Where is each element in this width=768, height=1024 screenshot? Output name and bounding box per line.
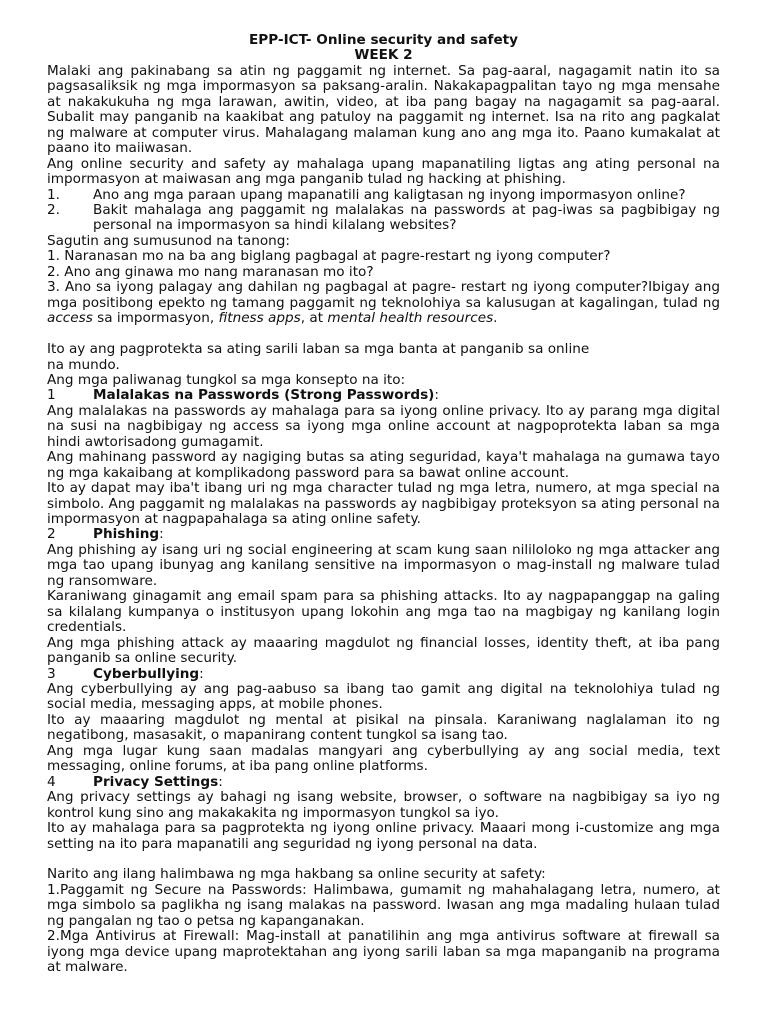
section-title: Privacy Settings	[93, 773, 219, 790]
q3-text-start: 3. Ano sa iyong palagay ang dahilan ng pagbagal at pagre- restart ng iyong computer?Ibigay ang mga positibong epekto ng tamang paggamit ng teknolohiya sa kalusugan at kagalingan, tulad ng	[47, 279, 720, 311]
section-heading: 3 Cyberbullying:	[47, 665, 204, 682]
q3-emphasis-mental-health: mental health resources	[327, 310, 494, 327]
question-item	[47, 203, 720, 234]
document-page	[47, 33, 720, 976]
spacer	[47, 852, 720, 867]
section-paragraph: Ang malalakas na passwords ay mahalaga para sa iyong online privacy. Ito ay parang mga digital na susi na nagbibigay ng access sa iyong mga online account at nagpoprotekta laban sa mga hindi awtorisadong gumagamit.	[47, 402, 720, 450]
section-number: 2	[47, 526, 56, 543]
section-number: 1	[47, 387, 56, 404]
section-paragraph: Ang mga lugar kung saan madalas mangyari ang cyberbullying ay ang social media, text messaging, online forums, at iba pang online platforms.	[47, 742, 720, 775]
spacer	[47, 327, 720, 342]
steps-intro: Narito ang ilang halimbawa ng mga hakbang sa online security at safety:	[47, 866, 546, 883]
section-paragraph: Ang phishing ay isang uri ng social engineering at scam kung saan nililoloko ng mga attacker ang mga tao upang ibunyag ang kanilang sensitive na impormasyon o mag-install ng malware tulad ng ransomware.	[47, 541, 720, 589]
definition-line: Ito ay ang pagprotekta sa ating sarili laban sa mga banta at panganib sa online	[47, 341, 590, 358]
section-title: Malalakas na Passwords (Strong Passwords)	[93, 387, 435, 404]
q3-text-mid: sa impormasyon,	[92, 310, 219, 327]
intro-paragraph: Malaki ang pakinabang sa atin ng paggamit ng internet. Sa pag-aaral, nagagamit natin ito sa pagsasaliksik ng mga impormasyon sa paksang-aralin. Nakakapagpalitan tayo ng mga mensahe at nakakukuha ng mga larawan, awitin, video, at iba pang bagay na nagagamit sa pag-aaral. Subalit may panganib na kaakibat ang patuloy na paggamit ng internet. Isa na rito ang pagkalat ng malware at computer virus. Mahalagang malaman kung ano ang mga ito. Paano kumakalat at paano ito maiiwasan.	[47, 62, 720, 157]
q3-emphasis-fitness: fitness apps	[218, 310, 301, 327]
section-paragraph: Ito ay mahalaga para sa pagprotekta ng iyong online privacy. Maaari mong i-customize ang mga setting na ito para mapanatili ang seguridad ng iyong personal na data.	[47, 820, 720, 852]
concepts-intro: Ang mga paliwanag tungkol sa mga konsepto na ito:	[47, 371, 406, 388]
section-number: 4	[47, 773, 56, 790]
answer-question: 2. Ano ang ginawa mo nang maranasan mo ito?	[47, 263, 374, 280]
step-item: 2.Mga Antivirus at Firewall: Mag-install at panatilihin ang mga antivirus software at firewall sa iyong mga device upang maprotektahan ang iyong sarili laban sa mga mapanganib na programa at malware.	[47, 928, 720, 976]
q3-text-mid: , at	[300, 310, 328, 327]
q3-emphasis-access: access	[47, 310, 93, 327]
section-paragraph: Karaniwang ginagamit ang email spam para sa phishing attacks. Ito ay nagpapanggap na galing sa kilalang kumpanya o institusyon upang lokohin ang mga tao na magbigay ng kanilang login credentials.	[47, 588, 720, 636]
step-item: 1.Paggamit ng Secure na Passwords: Halimbawa, gumamit ng mahahalagang letra, numero, at mga simbolo sa paglikha ng isang malakas na password. Iwasan ang mga madaling hulaan tulad ng pangalan ng tao o petsa ng kapanganakan.	[47, 881, 720, 929]
question-text: Ano ang mga paraan upang mapanatili ang kaligtasan ng inyong impormasyon online?	[93, 186, 686, 203]
section-paragraph: Ang mga phishing attack ay maaaring magdulot ng financial losses, identity theft, at iba pang panganib sa online security.	[47, 634, 720, 667]
section-paragraph: Ang privacy settings ay bahagi ng isang website, browser, o software na nagbibigay sa iyo ng kontrol kung sino ang makakakita ng impormasyon tungkol sa iyo.	[47, 789, 720, 821]
section-title: Phishing	[93, 526, 160, 543]
document-subtitle: WEEK 2	[354, 47, 413, 64]
intro-paragraph-2: Ang online security and safety ay mahalaga upang mapanatiling ligtas ang ating personal na impormasyon at maiwasan ang mga panganib tulad ng hacking at phishing.	[47, 155, 720, 188]
q3-text-end: .	[493, 310, 498, 327]
answer-prompt: Sagutin ang sumusunod na tanong:	[47, 232, 290, 249]
definition-line: na mundo.	[47, 356, 120, 373]
question-item	[47, 188, 720, 203]
section-paragraph: Ito ay dapat may iba't ibang uri ng mga character tulad ng mga letra, numero, at mga special na simbolo. Ang paggamit ng malalakas na passwords ay nagbibigay proteksyon sa ating personal na impormasyon at nagpapahalaga sa ating online safety.	[47, 480, 720, 528]
section-heading: 1 Malalakas na Passwords (Strong Passwords):	[47, 387, 439, 404]
answer-question: 1. Naranasan mo na ba ang biglang pagbagal at pagre-restart ng iyong computer?	[47, 248, 611, 265]
section-paragraph: Ito ay maaaring magdulot ng mental at pisikal na pinsala. Karaniwang naglalaman ito ng negatibong, masasakit, o mapanirang content tungkol sa isang tao.	[47, 711, 720, 744]
section-heading: 2 Phishing:	[47, 526, 164, 543]
question-text: Bakit mahalaga ang paggamit ng malalakas na passwords at pag-iwas sa pagbibigay ng personal na impormasyon sa hindi kilalang websites?	[93, 201, 720, 234]
section-title: Cyberbullying	[93, 665, 200, 682]
document-title: EPP-ICT- Online security and safety	[248, 32, 519, 48]
question-number: 2.	[47, 201, 60, 218]
section-paragraph: Ang mahinang password ay nagiging butas sa ating seguridad, kaya't mahalaga na gumawa tayo ng mga kakaibang at komplikadong password para sa bawat online account.	[47, 449, 720, 481]
section-number: 3	[47, 665, 56, 682]
section-heading: 4 Privacy Settings:	[47, 773, 223, 790]
question-number: 1.	[47, 186, 60, 203]
answer-question-3	[47, 280, 720, 326]
section-paragraph: Ang cyberbullying ay ang pag-aabuso sa ibang tao gamit ang digital na teknolohiya tulad ng social media, messaging apps, at mobile phones.	[47, 681, 720, 713]
